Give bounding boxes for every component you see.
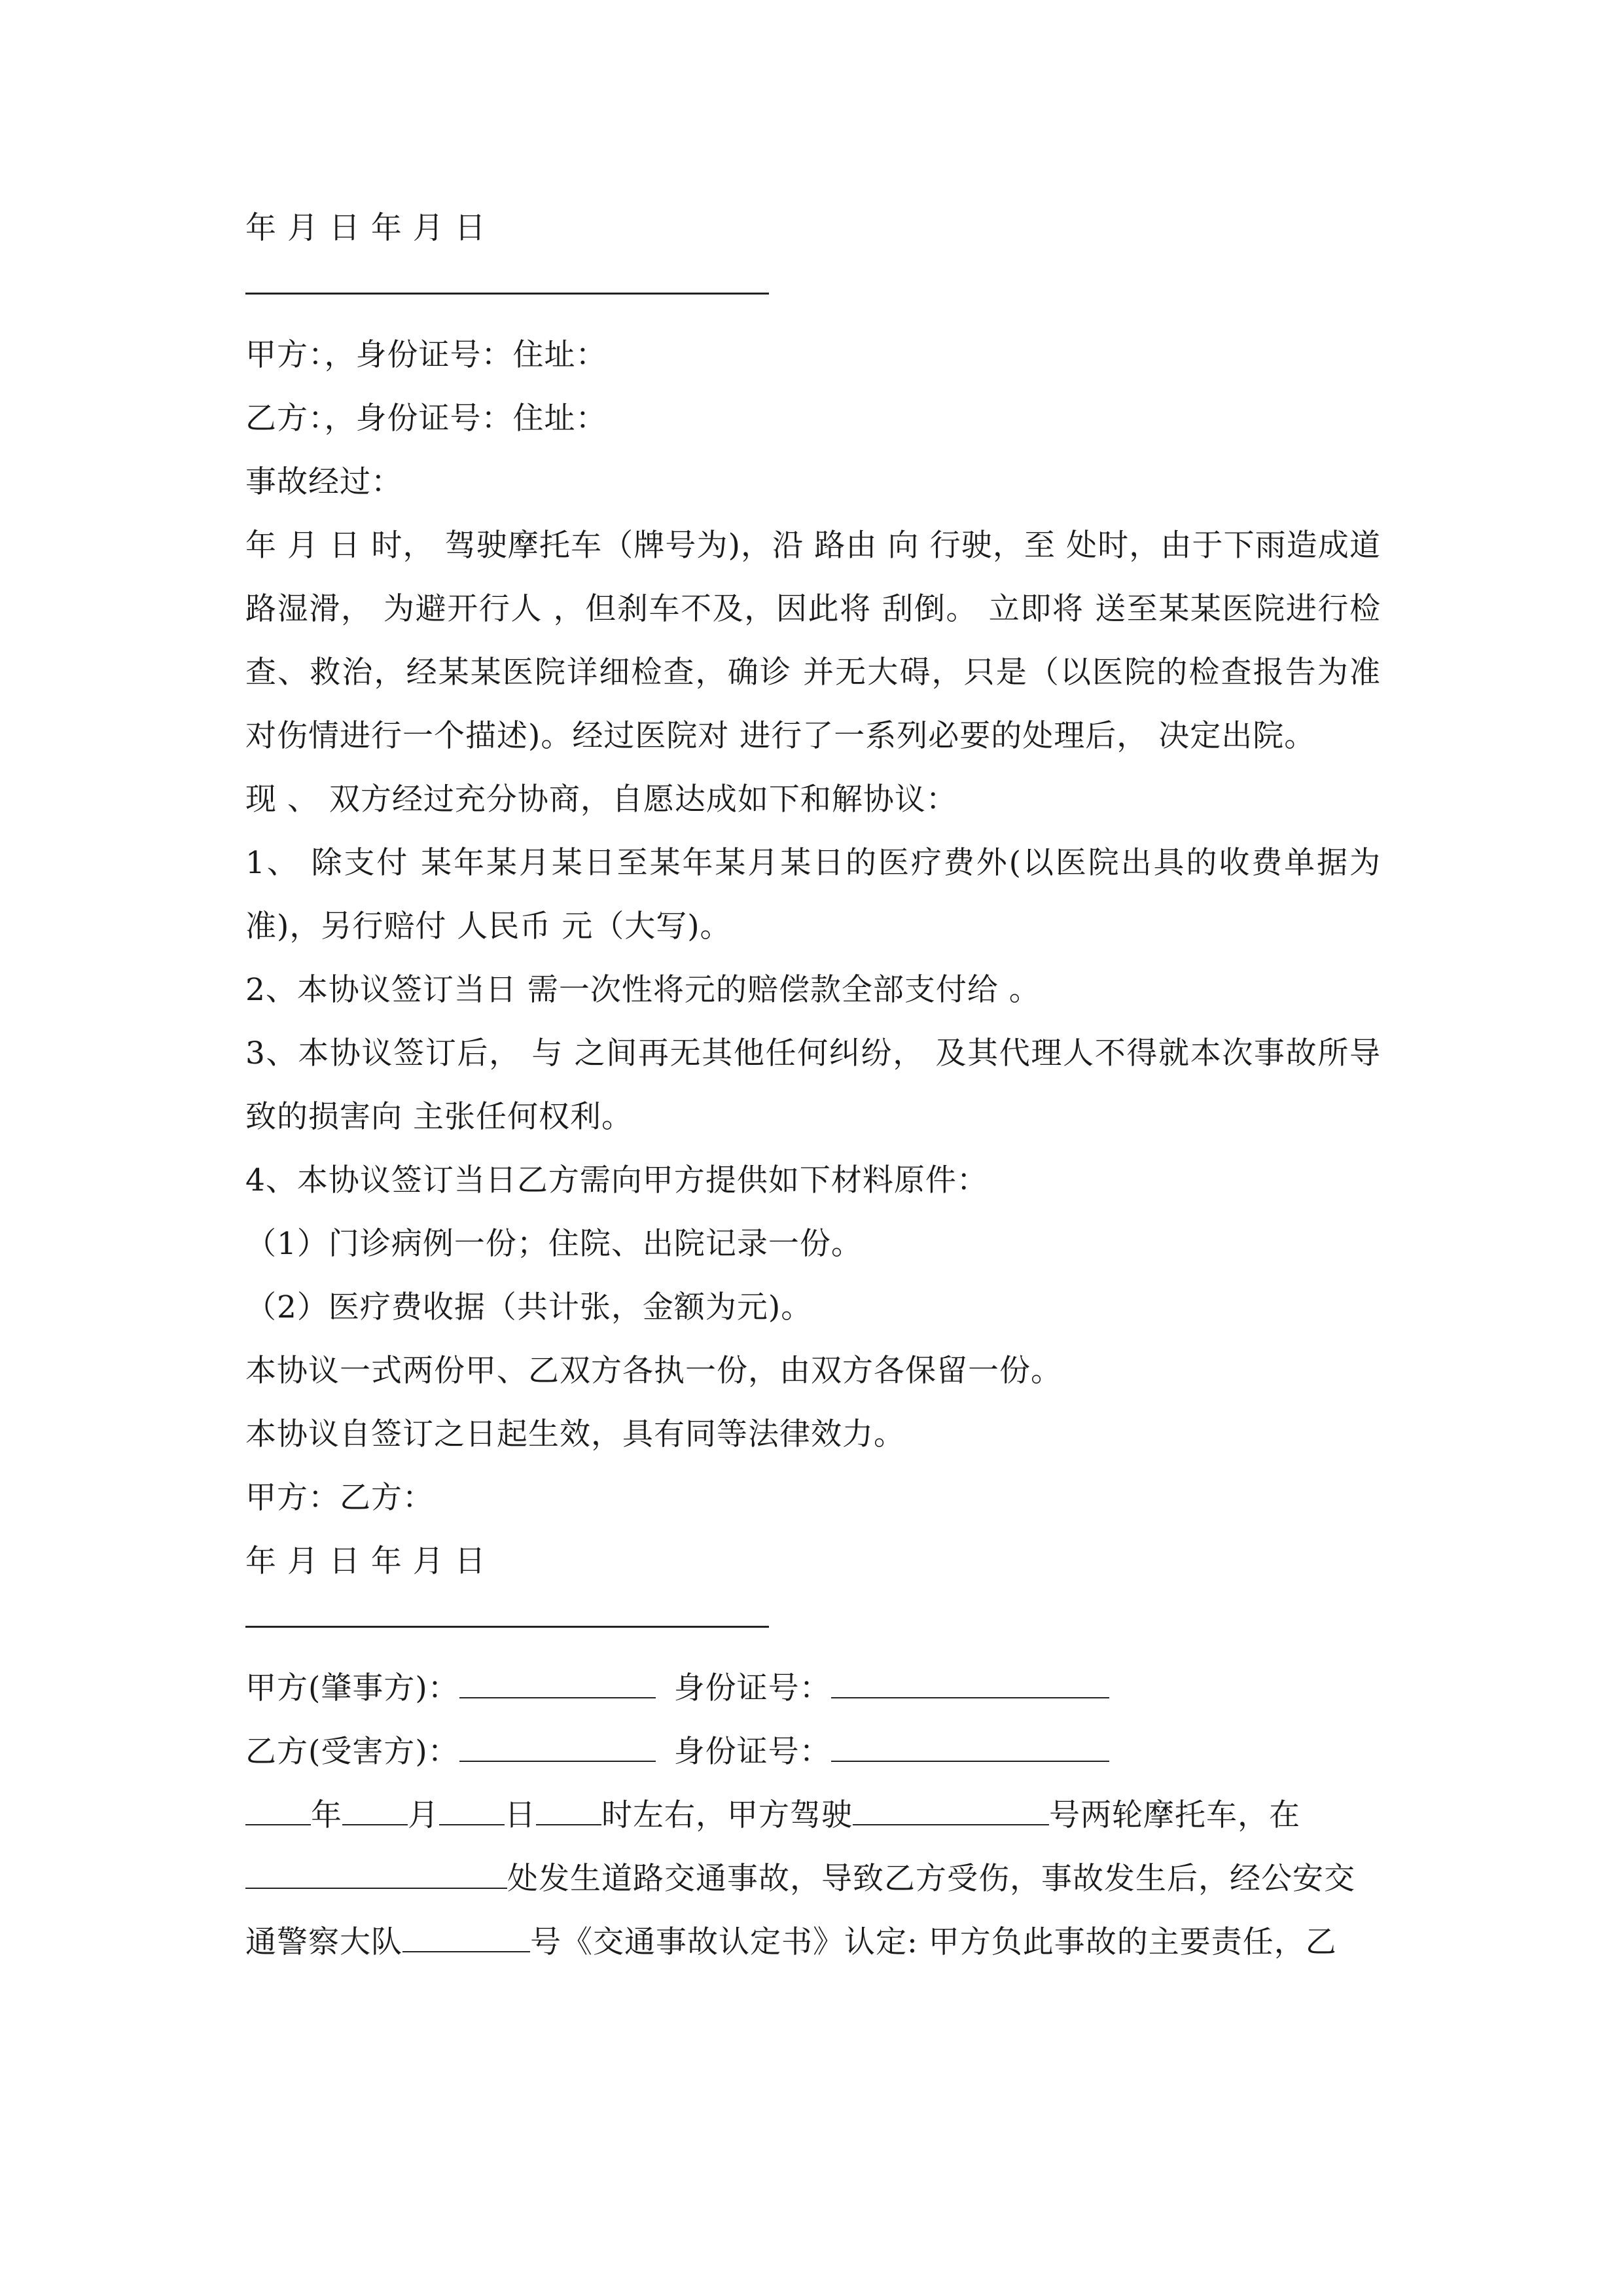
party-a-name-blank[interactable]	[459, 1668, 656, 1698]
day-label: 日	[505, 1797, 536, 1833]
party-b-id-blank[interactable]	[831, 1732, 1109, 1762]
clause-4: 4、本协议签订当日乙方需向甲方提供如下材料原件：	[245, 1162, 988, 1198]
clause-4-item-1: （1）门诊病例一份；住院、出院记录一份。	[245, 1226, 863, 1262]
date-line-bottom: 年 月 日 年 月 日	[245, 1543, 486, 1579]
party-b-name-blank[interactable]	[459, 1732, 656, 1762]
form-party-b-row	[245, 1720, 1381, 1784]
date-line-top: 年 月 日 年 月 日	[245, 210, 486, 246]
separator-rule-2	[245, 1593, 1381, 1657]
police-suffix: 号《交通事故认定书》认定: 甲方负此事故的主要责任，乙	[530, 1924, 1337, 1960]
party-a-line: 甲方：，身份证号：住址：	[245, 337, 607, 373]
signature-line: 甲方：乙方：	[245, 1480, 434, 1516]
location-text: 处发生道路交通事故，导致乙方受伤，事故发生后，经公安交	[507, 1861, 1355, 1897]
agreement-intro: 现 、 双方经过充分协商，自愿达成如下和解协议：	[245, 781, 957, 817]
clause-1: 1、 除支付 某年某月某日至某年某月某日的医疗费外(以医院出具的收费单据为准)，另行赔付 人民币 元（大写)。	[245, 845, 1381, 944]
form-datetime-row	[245, 1784, 1381, 1847]
clause-3: 3、本协议签订后， 与 之间再无其他任何纠纷， 及其代理人不得就本次事故所导致的损害向 主张任何权利。	[245, 1035, 1381, 1135]
accident-heading: 事故经过：	[245, 464, 402, 500]
party-b-id-label: 身份证号：	[673, 1734, 831, 1770]
month-blank[interactable]	[342, 1795, 408, 1825]
effect-text: 本协议自签订之日起生效，具有同等法律效力。	[245, 1416, 905, 1452]
party-a-label: 甲方(肇事方)：	[245, 1670, 459, 1706]
clause-4-item-2: （2）医疗费收据（共计张，金额为元)。	[245, 1289, 813, 1325]
location-blank[interactable]	[245, 1859, 507, 1889]
form-party-a-row	[245, 1657, 1381, 1720]
accident-description: 年 月 日 时， 驾驶摩托车（牌号为)，沿 路由 向 行驶，至 处时，由于下雨造成道路湿滑， 为避开行人 ，但刹车不及，因此将 刮倒。 立即将 送至某某医院进行检查、救治，经某某医院详细检查，确诊 并无大碍，只是（以医院的检查报告为准对伤情进行一个描述)。经过医院对 进行了一系列必要的处理后， 决定出院。	[245, 528, 1381, 754]
vehicle-text: 号两轮摩托车，在	[1049, 1797, 1300, 1833]
copies-text: 本协议一式两份甲、乙双方各执一份，由双方各保留一份。	[245, 1353, 1062, 1389]
clause-2: 2、本协议签订当日 需一次性将元的赔偿款全部支付给 。	[245, 972, 1041, 1008]
month-label: 月	[408, 1797, 439, 1833]
vehicle-plate-blank[interactable]	[853, 1795, 1049, 1825]
hour-text: 时左右，甲方驾驶	[601, 1797, 853, 1833]
year-blank[interactable]	[245, 1795, 311, 1825]
police-prefix: 通警察大队	[245, 1924, 402, 1960]
party-a-id-label: 身份证号：	[673, 1670, 831, 1706]
document-body	[245, 196, 1381, 1974]
party-b-line: 乙方：，身份证号：住址：	[245, 401, 607, 437]
form-police-row	[245, 1910, 1381, 1974]
form-location-row	[245, 1847, 1381, 1910]
separator-rule-1	[245, 260, 1381, 323]
day-blank[interactable]	[439, 1795, 505, 1825]
police-number-blank[interactable]	[402, 1922, 530, 1952]
party-a-id-blank[interactable]	[831, 1668, 1109, 1698]
year-label: 年	[311, 1797, 342, 1833]
hour-blank[interactable]	[536, 1795, 601, 1825]
party-b-label: 乙方(受害方)：	[245, 1734, 459, 1770]
